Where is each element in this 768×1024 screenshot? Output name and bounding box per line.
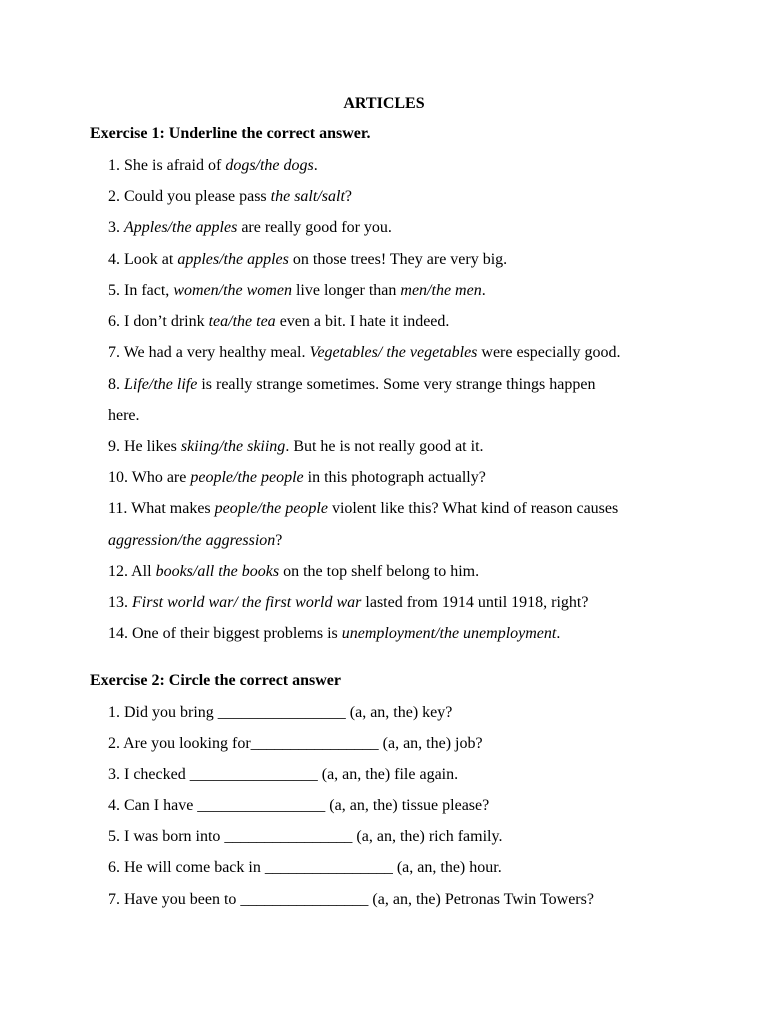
exercise-2-item: 7. Have you been to ________________ (a, an, the) Petronas Twin Towers? [108, 891, 594, 908]
sentence-text: were especially good. [477, 344, 621, 361]
sentence-text: ? [344, 188, 352, 205]
sentence-text: on the top shelf belong to him. [279, 563, 480, 580]
answer-choice: Life/the life [124, 376, 198, 393]
answer-choice: aggression/the aggression [108, 532, 276, 549]
exercise-1-item [108, 530, 282, 552]
answer-choice: tea/the tea [208, 313, 276, 330]
answer-choice: people/the people [190, 469, 304, 486]
answer-choice: Vegetables/ the vegetables [309, 344, 478, 361]
exercise-1-item [108, 467, 486, 489]
page-title: ARTICLES [343, 95, 425, 112]
sentence-text: 14. One of their biggest problems is [108, 625, 342, 642]
answer-choice: First world war/ the first world war [132, 594, 362, 611]
sentence-text: . [556, 625, 561, 642]
exercise-1-item [108, 561, 479, 583]
answer-choice: women/the women [173, 282, 292, 299]
answer-choice: men/the men [400, 282, 482, 299]
sentence-text: here. [108, 407, 140, 424]
sentence-text: . [313, 157, 318, 174]
sentence-text: are really good for you. [237, 219, 392, 236]
sentence-text: is really strange sometimes. Some very strange things happen [197, 376, 596, 393]
exercise-1-item [108, 280, 486, 302]
exercise-2-item: 5. I was born into ________________ (a, an, the) rich family. [108, 828, 503, 845]
answer-choice: dogs/the dogs [225, 157, 314, 174]
exercise-1-item [108, 436, 484, 458]
exercise-2-heading: Exercise 2: Circle the correct answer [90, 672, 342, 689]
sentence-text: 2. Could you please pass [108, 188, 271, 205]
sentence-text: 6. I don’t drink [108, 313, 209, 330]
exercise-1-item [108, 249, 507, 271]
sentence-text: 12. All [108, 563, 156, 580]
answer-choice: books/all the books [155, 563, 280, 580]
sentence-text: on those trees! They are very big. [288, 251, 508, 268]
exercise-1-item [108, 342, 620, 364]
exercise-2-item: 3. I checked ________________ (a, an, the) file again. [108, 766, 459, 783]
sentence-text: 3. [108, 219, 124, 236]
sentence-text: . But he is not really good at it. [285, 438, 484, 455]
answer-choice: apples/the apples [177, 251, 289, 268]
sentence-text: 9. He likes [108, 438, 181, 455]
sentence-text: 11. What makes [108, 500, 215, 517]
sentence-text: 4. Look at [108, 251, 178, 268]
sentence-text: violent like this? What kind of reason causes [327, 500, 619, 517]
sentence-text: 7. We had a very healthy meal. [108, 344, 310, 361]
exercise-1-heading: Exercise 1: Underline the correct answer. [90, 125, 371, 142]
sentence-text: lasted from 1914 until 1918, right? [361, 594, 589, 611]
exercise-1-item [108, 405, 140, 427]
answer-choice: Apples/the apples [124, 219, 238, 236]
sentence-text: live longer than [291, 282, 401, 299]
answer-choice: the salt/salt [270, 188, 345, 205]
exercise-1-item [108, 186, 352, 208]
sentence-text: even a bit. I hate it indeed. [275, 313, 450, 330]
exercise-1-item [108, 155, 318, 177]
sentence-text: 5. In fact, [108, 282, 174, 299]
answer-choice: skiing/the skiing [180, 438, 286, 455]
exercise-1-item [108, 374, 595, 396]
exercise-1-item [108, 592, 588, 614]
sentence-text: 8. [108, 376, 124, 393]
exercise-2-item: 4. Can I have ________________ (a, an, the) tissue please? [108, 797, 490, 814]
sentence-text: 13. [108, 594, 132, 611]
answer-choice: unemployment/the unemployment [341, 625, 557, 642]
exercise-1-item [108, 498, 618, 520]
sentence-text: ? [275, 532, 283, 549]
exercise-1-item [108, 623, 560, 645]
exercise-1-item [108, 311, 449, 333]
exercise-2-item: 2. Are you looking for________________ (a, an, the) job? [108, 735, 483, 752]
sentence-text: 1. She is afraid of [108, 157, 226, 174]
sentence-text: in this photograph actually? [303, 469, 486, 486]
exercise-1-item [108, 217, 392, 239]
exercise-2-item: 1. Did you bring ________________ (a, an, the) key? [108, 704, 453, 721]
exercise-2-item: 6. He will come back in ________________ (a, an, the) hour. [108, 859, 502, 876]
answer-choice: people/the people [214, 500, 328, 517]
sentence-text: 10. Who are [108, 469, 191, 486]
sentence-text: . [481, 282, 486, 299]
